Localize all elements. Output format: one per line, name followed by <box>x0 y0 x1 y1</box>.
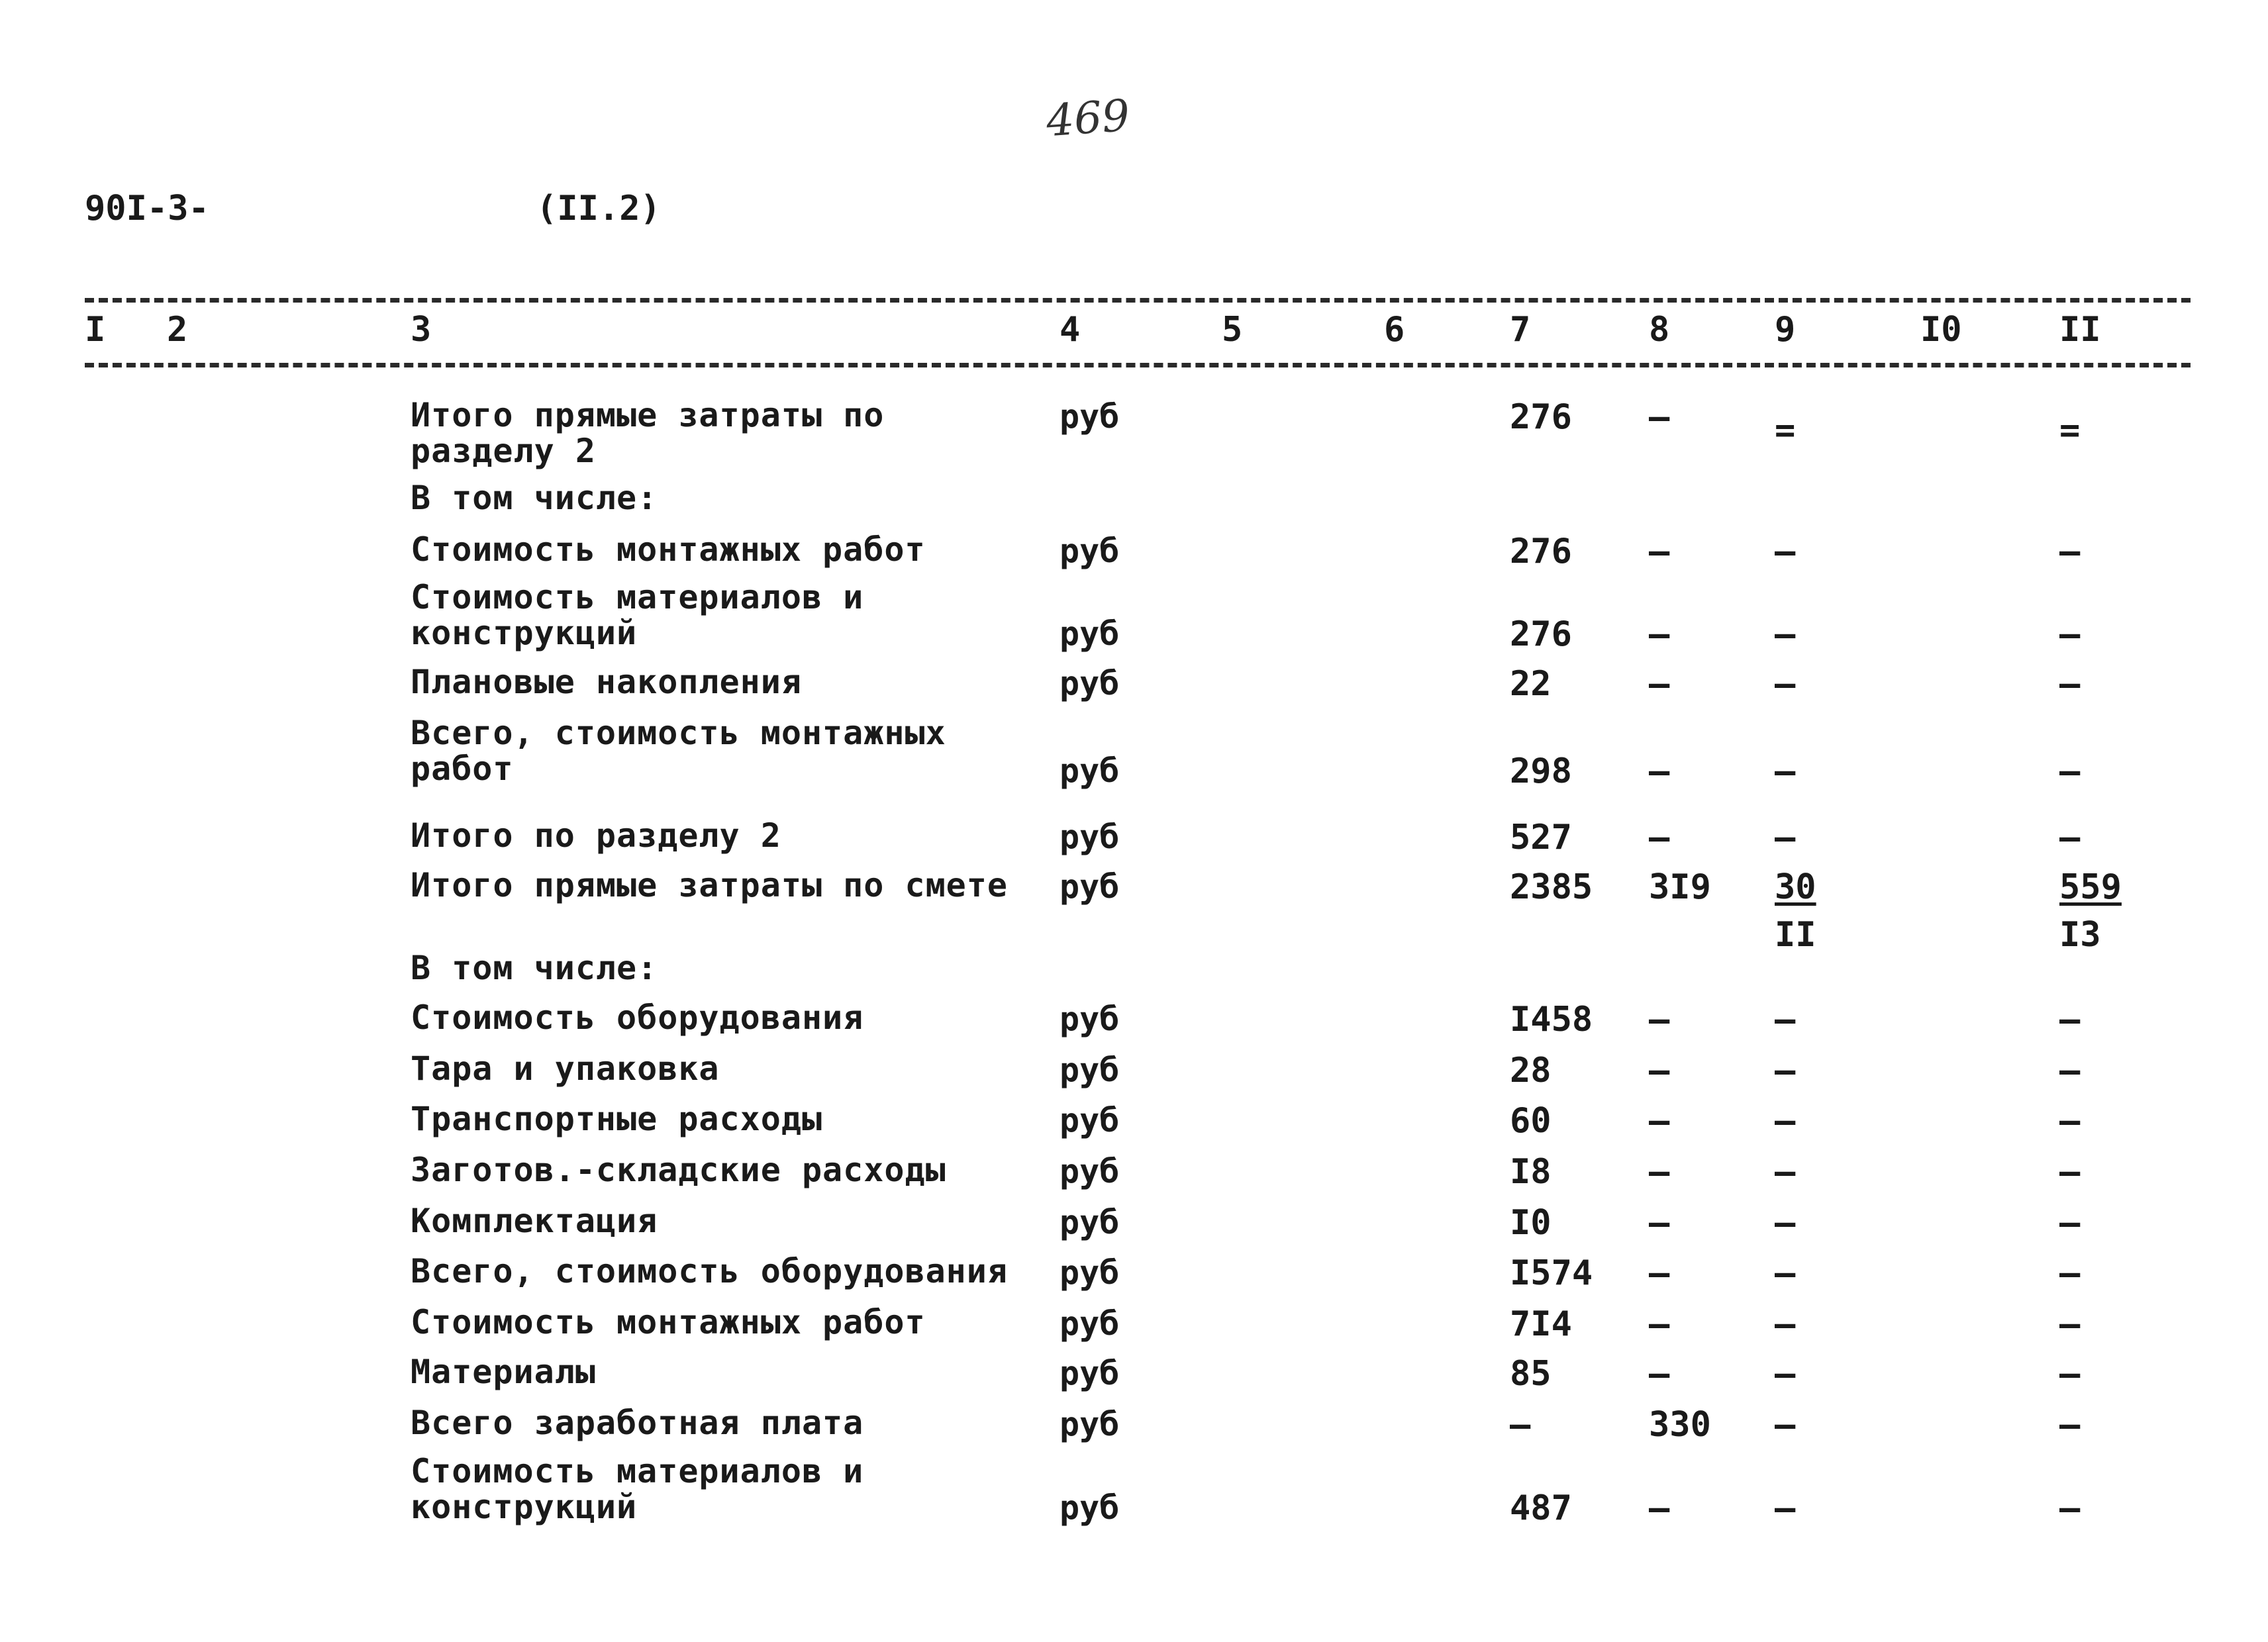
row-col8: – <box>1649 1101 1670 1141</box>
row-unit: руб <box>1060 532 1120 570</box>
row-col9: – <box>1775 1152 1796 1192</box>
column-header-7: 7 <box>1510 310 1531 350</box>
column-header-6: 6 <box>1384 310 1405 350</box>
row-col8: – <box>1649 532 1670 571</box>
row-col9: – <box>1775 1051 1796 1090</box>
row-unit: руб <box>1060 1203 1120 1241</box>
row-col11: – <box>2059 1354 2081 1394</box>
row-col8: – <box>1649 1051 1670 1090</box>
row-unit: руб <box>1060 664 1120 702</box>
row-col8: – <box>1649 1253 1670 1293</box>
row-unit: руб <box>1060 751 1120 790</box>
row-col8: – <box>1649 664 1670 704</box>
row-description: Итого по разделу 2 <box>411 816 781 855</box>
row-col9: – <box>1775 532 1796 571</box>
row-col9: – <box>1775 1488 1796 1528</box>
column-header-3: 3 <box>411 310 432 350</box>
row-col11-denominator: I3 <box>2059 915 2101 955</box>
row-col7: I0 <box>1510 1203 1552 1243</box>
row-col11: – <box>2059 1203 2081 1243</box>
row-col11: – <box>2059 532 2081 571</box>
row-col7: 527 <box>1510 818 1572 857</box>
row-col7: 85 <box>1510 1354 1552 1394</box>
row-unit: руб <box>1060 1354 1120 1392</box>
document-code: 90I-3- <box>85 189 209 228</box>
row-description: Стоимость монтажных работ <box>411 530 926 569</box>
row-unit: руб <box>1060 1152 1120 1190</box>
row-col8: 330 <box>1649 1405 1711 1445</box>
row-col11: – <box>2059 1488 2081 1528</box>
row-col8: – <box>1649 1488 1670 1528</box>
row-unit: руб <box>1060 867 1120 906</box>
row-description: Стоимость оборудования <box>411 998 864 1037</box>
row-col11: – <box>2059 1051 2081 1090</box>
row-col7: 7I4 <box>1510 1304 1572 1344</box>
column-header-10: I0 <box>1920 310 1962 350</box>
row-col11: 559 <box>2059 867 2122 907</box>
row-col11: – <box>2059 818 2081 857</box>
row-col7: I8 <box>1510 1152 1552 1192</box>
row-col7: – <box>1510 1405 1531 1445</box>
row-unit: руб <box>1060 614 1120 653</box>
header-bottom-rule <box>85 363 2191 367</box>
row-description: Итого прямые затраты по разделу 2 <box>411 396 885 470</box>
row-col7: 276 <box>1510 532 1572 571</box>
row-col7: I458 <box>1510 1000 1593 1039</box>
row-col7: 60 <box>1510 1101 1552 1141</box>
row-unit: руб <box>1060 1051 1120 1089</box>
row-unit: руб <box>1060 397 1120 436</box>
column-header-5: 5 <box>1222 310 1243 350</box>
row-description: Стоимость монтажных работ <box>411 1303 926 1341</box>
row-description: Транспортные расходы <box>411 1100 823 1138</box>
column-header-2: 2 <box>167 310 188 350</box>
row-col9: – <box>1775 818 1796 857</box>
row-description: Итого прямые затраты по смете <box>411 866 1008 904</box>
row-col11: – <box>2059 1101 2081 1141</box>
row-col8: – <box>1649 1304 1670 1344</box>
row-description: Плановые накопления <box>411 663 802 701</box>
row-description: Стоимость материалов и конструкций <box>411 1452 864 1526</box>
row-unit: руб <box>1060 1000 1120 1038</box>
row-col9: – <box>1775 1101 1796 1141</box>
row-col9: – <box>1775 1000 1796 1039</box>
row-col11: – <box>2059 1405 2081 1445</box>
row-col7: 276 <box>1510 614 1572 654</box>
row-unit: руб <box>1060 1304 1120 1343</box>
row-col7: 276 <box>1510 397 1572 437</box>
row-col8: – <box>1649 1203 1670 1243</box>
row-col9: – <box>1775 1405 1796 1445</box>
row-col8: – <box>1649 1000 1670 1039</box>
row-col9: – <box>1775 1354 1796 1394</box>
row-col8: – <box>1649 614 1670 654</box>
column-header-1: I <box>85 310 106 350</box>
row-col8: 3I9 <box>1649 867 1711 907</box>
row-col7: I574 <box>1510 1253 1593 1293</box>
row-col11: – <box>2059 664 2081 704</box>
row-description: Стоимость материалов и конструкций <box>411 578 864 652</box>
row-col8: – <box>1649 397 1670 437</box>
row-col7: 22 <box>1510 664 1552 704</box>
row-col11: = <box>2059 410 2081 450</box>
row-col9: – <box>1775 1203 1796 1243</box>
row-col11: – <box>2059 1304 2081 1344</box>
column-header-9: 9 <box>1775 310 1796 350</box>
row-col8: – <box>1649 818 1670 857</box>
row-description: Всего, стоимость оборудования <box>411 1252 1008 1290</box>
column-header-11: II <box>2059 310 2101 350</box>
row-col8: – <box>1649 1354 1670 1394</box>
row-col11: – <box>2059 1000 2081 1039</box>
row-description: Комплектация <box>411 1202 658 1240</box>
row-col11: – <box>2059 1253 2081 1293</box>
row-col9: – <box>1775 664 1796 704</box>
column-header-4: 4 <box>1060 310 1081 350</box>
row-description: Всего, стоимость монтажных работ <box>411 714 946 788</box>
row-col9: – <box>1775 751 1796 791</box>
row-col7: 2385 <box>1510 867 1593 907</box>
row-description: Заготов.-складские расходы <box>411 1151 946 1189</box>
header-top-rule <box>85 298 2191 303</box>
row-col8: – <box>1649 751 1670 791</box>
row-col11: – <box>2059 1152 2081 1192</box>
row-col11: – <box>2059 751 2081 791</box>
row-description: В том числе: <box>411 949 658 987</box>
row-col7: 487 <box>1510 1488 1572 1528</box>
row-col8: – <box>1649 1152 1670 1192</box>
row-col9: – <box>1775 614 1796 654</box>
page-number: 469 <box>1044 89 1132 147</box>
row-col11: – <box>2059 614 2081 654</box>
row-description: Материалы <box>411 1353 596 1391</box>
row-description: Всего заработная плата <box>411 1404 864 1442</box>
row-col9: – <box>1775 1253 1796 1293</box>
column-header-8: 8 <box>1649 310 1670 350</box>
row-col9: = <box>1775 410 1796 450</box>
row-unit: руб <box>1060 1253 1120 1292</box>
row-col9: 30 <box>1775 867 1816 907</box>
row-unit: руб <box>1060 818 1120 856</box>
row-description: В том числе: <box>411 479 658 517</box>
row-unit: руб <box>1060 1101 1120 1139</box>
row-unit: руб <box>1060 1405 1120 1443</box>
row-col9-denominator: II <box>1775 915 1816 955</box>
row-description: Тара и упаковка <box>411 1049 720 1088</box>
row-col7: 298 <box>1510 751 1572 791</box>
row-unit: руб <box>1060 1488 1120 1527</box>
row-col7: 28 <box>1510 1051 1552 1090</box>
section-number: (II.2) <box>536 189 661 228</box>
row-col9: – <box>1775 1304 1796 1344</box>
